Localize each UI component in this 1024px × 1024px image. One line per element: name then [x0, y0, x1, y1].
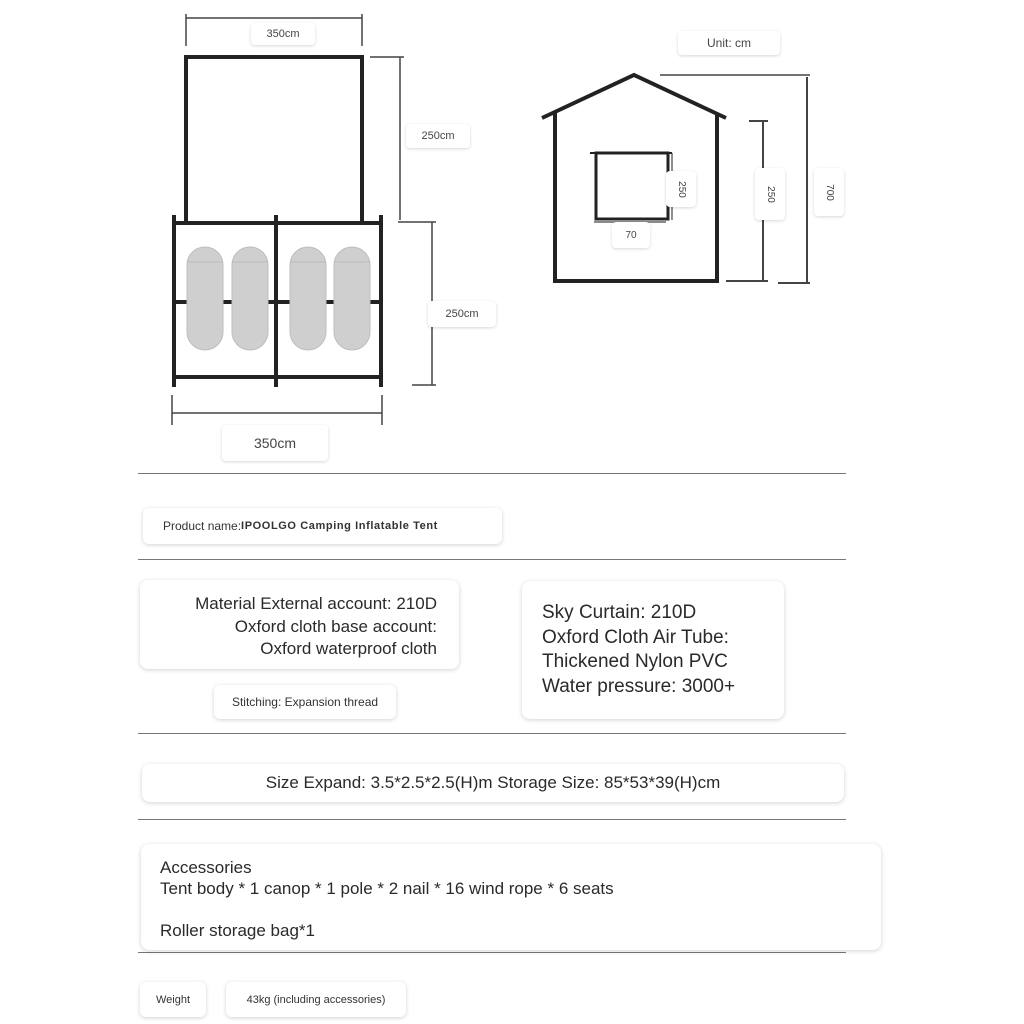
door-width-label: 70	[612, 222, 650, 248]
tent-side-outline	[542, 75, 726, 118]
weight-label-box: Weight	[140, 982, 206, 1017]
wall-height-value: 250	[764, 185, 776, 203]
divider	[138, 952, 846, 953]
material-line: Oxford cloth base account:	[234, 616, 437, 636]
material-card	[140, 580, 459, 669]
sky-line: Sky Curtain: 210D	[542, 602, 697, 623]
product-name-box	[143, 508, 502, 544]
canopy-outline	[186, 57, 362, 223]
divider	[138, 733, 846, 734]
product-name-value: IPOOLGO Camping Inflatable Tent	[241, 520, 438, 532]
divider	[138, 559, 846, 560]
door-window	[596, 153, 668, 219]
material-line: Material External account: 210D	[195, 594, 437, 613]
door-height-label	[666, 171, 696, 207]
sky-curtain-card	[522, 581, 784, 719]
product-name-label: Product name:	[163, 519, 242, 533]
total-height-label	[814, 168, 844, 216]
total-height-value: 700	[823, 183, 835, 201]
canopy-depth-label: 250cm	[406, 124, 470, 148]
wall-height-label	[755, 168, 785, 220]
accessories-line: Roller storage bag*1	[160, 921, 315, 940]
size-text: Size Expand: 3.5*2.5*2.5(H)m Storage Size: 85*53*39(H)cm	[265, 773, 721, 792]
unit-label: Unit: cm	[678, 31, 780, 55]
bottom-width-label: 350cm	[222, 425, 328, 461]
sky-line: Thickened Nylon PVC	[542, 651, 728, 672]
accessories-title: Accessories	[160, 858, 252, 877]
door-height-value: 250	[675, 180, 687, 198]
divider	[138, 819, 846, 820]
size-box	[142, 764, 844, 802]
tent-depth-label: 250cm	[428, 301, 496, 327]
sky-line: Oxford Cloth Air Tube:	[542, 626, 729, 648]
sky-line: Water pressure: 3000+	[542, 675, 736, 697]
accessories-card	[141, 844, 881, 950]
material-line: Oxford waterproof cloth	[260, 639, 437, 658]
divider	[138, 473, 846, 474]
accessories-line: Tent body * 1 canop * 1 pole * 2 nail * 16 wind rope * 6 seats	[160, 879, 614, 898]
weight-value-box: 43kg (including accessories)	[226, 982, 406, 1017]
top-width-label: 350cm	[251, 23, 315, 45]
stitching-box: Stitching: Expansion thread	[214, 685, 396, 719]
top-view-diagram	[0, 0, 520, 470]
